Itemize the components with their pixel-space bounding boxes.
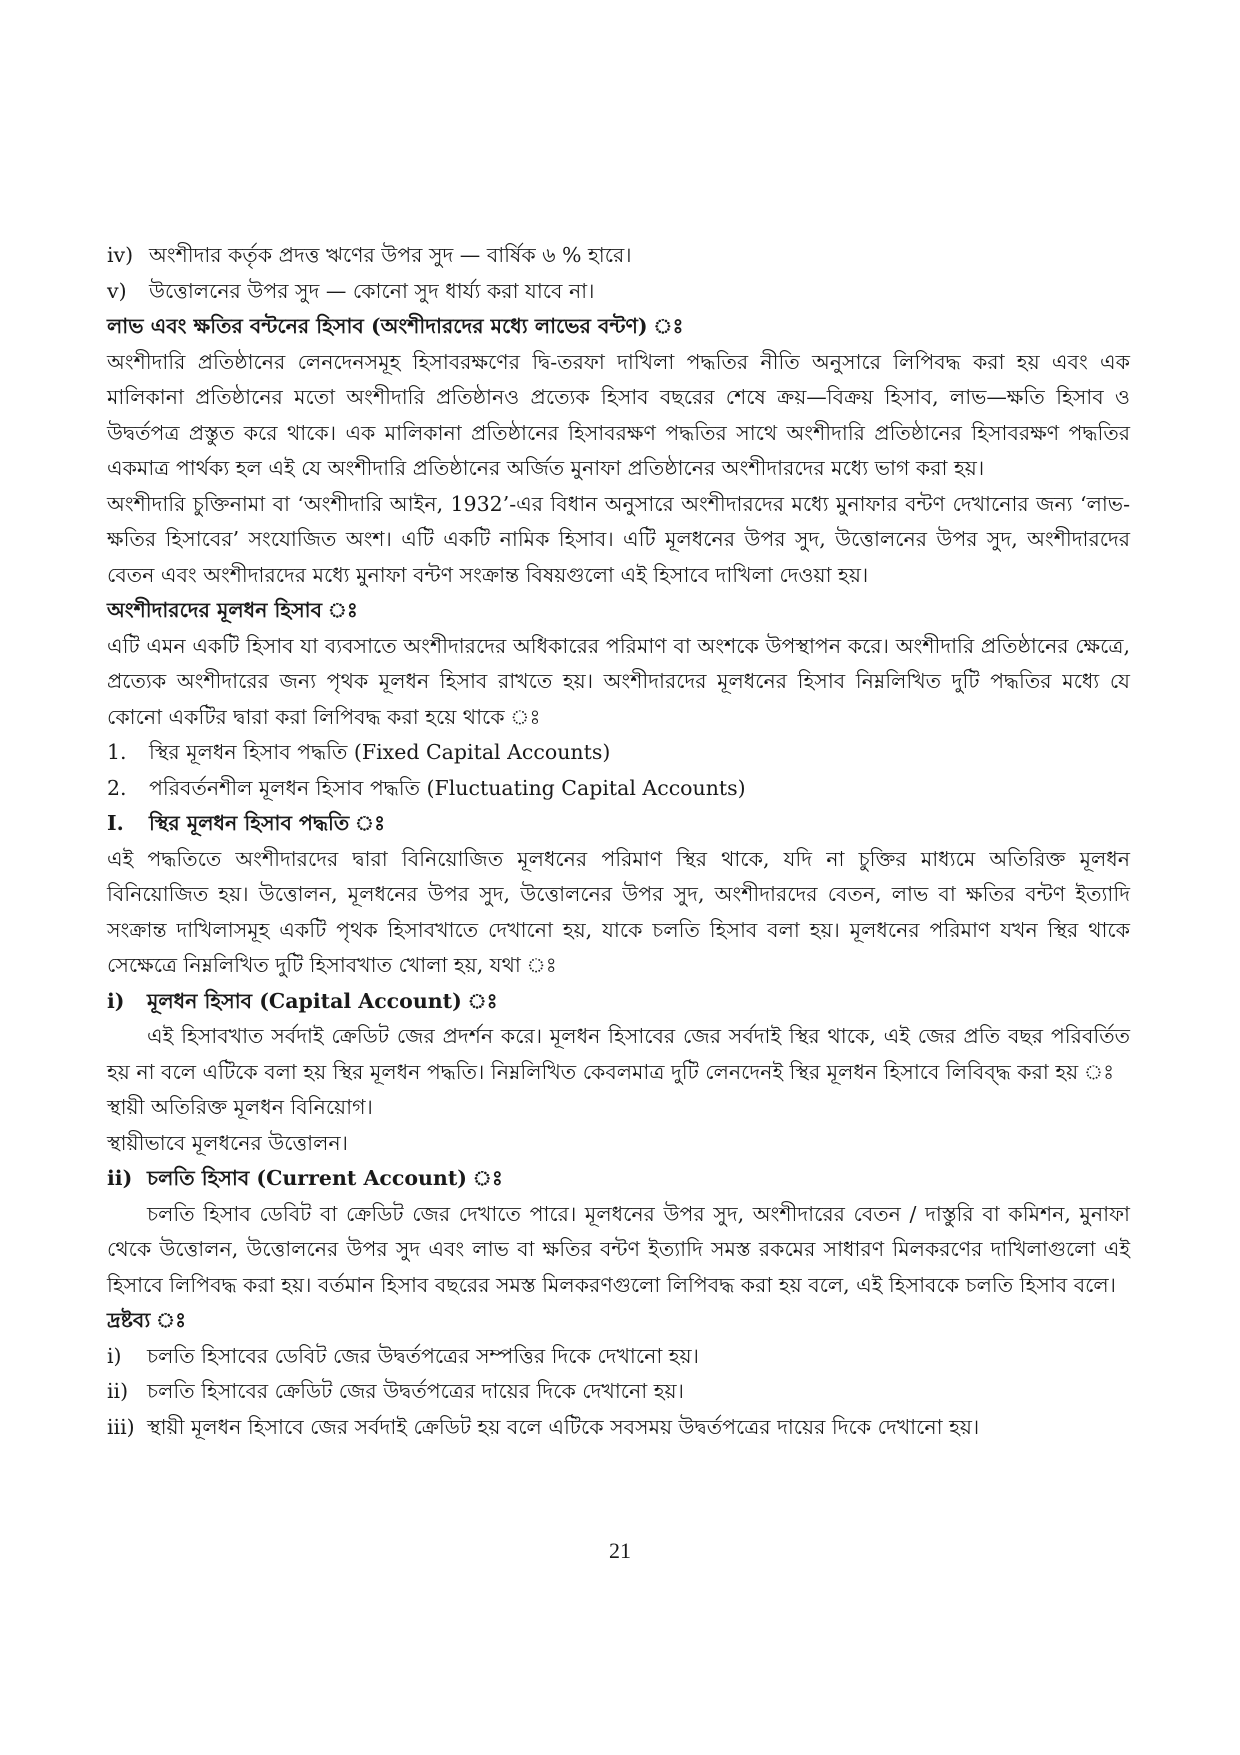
list-marker: 1. bbox=[107, 740, 127, 764]
paragraph-line: স্থায়ীভাবে মূলধনের উত্তোলন। bbox=[107, 1130, 348, 1155]
section-marker: i) bbox=[107, 988, 125, 1013]
section-heading-profit-loss: লাভ এবং ক্ষতির বন্টনের হিসাব (অংশীদারদের মধ্যে লাভের বন্টণ) ঃ bbox=[107, 314, 684, 338]
list-text: স্থায়ী মূলধন হিসাবে জের সর্বদাই ক্রেডিট হয় বলে এটিকে সবসময় উদ্বর্তপত্রের দায়ের দিকে দেখানো হয়। bbox=[147, 1414, 980, 1439]
paragraph: চলতি হিসাব ডেবিট বা ক্রেডিট জের দেখাতে পারে। মূলধনের উপর সুদ, অংশীদারের বেতন / দাস্তুরি বা কমিশন, মুনাফা থেকে উত্তোলন, উত্তোলনের উপর সুদ এবং লাভ বা ক্ষতির বন্টণ ইত্যাদি সমস্ত রকমের সাধারণ মিলকরণের দাখিলাগুলো এই হিসাবে লিপিবদ্ধ করা হয়। বর্তমান হিসাব বছরের সমস্ত মিলকরণগুলো লিপিবদ্ধ করা হয় বলে, এই হিসাবকে চলতি হিসাব বলে। bbox=[107, 1201, 1130, 1297]
list-text: অংশীদার কর্তৃক প্রদত্ত ঋণের উপর সুদ — বার্ষিক ৬ % হারে। bbox=[149, 243, 632, 267]
list-text: উত্তোলনের উপর সুদ — কোনো সুদ ধার্য্য করা যাবে না। bbox=[149, 278, 595, 303]
paragraph: এটি এমন একটি হিসাব যা ব্যবসাতে অংশীদারদের অধিকারের পরিমাণ বা অংশকে উপস্থাপন করে। অংশীদারি প্রতিষ্ঠানের ক্ষেত্রে, প্রত্যেক অংশীদারের জন্য পৃথক মূলধন হিসাব রাখতে হয়। অংশীদারদের মূলধনের হিসাব নিম্নলিখিত দুটি পদ্ধতির মধ্যে যে কোনো একটির দ্বারা করা লিপিবদ্ধ করা হয়ে থাকে ঃ bbox=[107, 633, 1130, 729]
list-marker: iii) bbox=[107, 1414, 135, 1439]
list-text: চলতি হিসাবের ডেবিট জের উদ্বর্তপত্রের সম্পত্তির দিকে দেখানো হয়। bbox=[147, 1343, 699, 1368]
list-item bbox=[107, 238, 1130, 274]
page-content bbox=[107, 238, 1130, 1445]
section-heading-capital-account: অংশীদারদের মূলধন হিসাব ঃ bbox=[107, 598, 358, 622]
list-item bbox=[107, 1410, 1130, 1446]
list-text: চলতি হিসাবের ক্রেডিট জের উদ্বর্তপত্রের দায়ের দিকে দেখানো হয়। bbox=[147, 1379, 684, 1403]
list-item bbox=[107, 1339, 1130, 1375]
notes-heading: দ্রষ্টব্য ঃ bbox=[107, 1308, 187, 1332]
section-title: চলতি হিসাব (Current Account) ঃ bbox=[147, 1166, 503, 1190]
list-item bbox=[107, 274, 1130, 310]
list-item bbox=[107, 771, 1130, 807]
paragraph: অংশীদারি প্রতিষ্ঠানের লেনদেনসমূহ হিসাবরক্ষণের দ্বি-তরফা দাখিলা পদ্ধতির নীতি অনুসারে লিপিবদ্ধ করা হয় এবং এক মালিকানা প্রতিষ্ঠানের মতো অংশীদারি প্রতিষ্ঠানও প্রত্যেক হিসাব বছরের শেষে ক্রয়—বিক্রয় হিসাব, লাভ—ক্ষতি হিসাব ও উদ্বর্তপত্র প্রস্তুত করে থাকে। এক মালিকানা প্রতিষ্ঠানের হিসাবরক্ষণ পদ্ধতির সাথে অংশীদারি প্রতিষ্ঠানের হিসাবরক্ষণ পদ্ধতির একমাত্র পার্থক্য হল এই যে অংশীদারি প্রতিষ্ঠানের অর্জিত মুনাফা প্রতিষ্ঠানের অংশীদারদের মধ্যে ভাগ করা হয়। bbox=[107, 349, 1130, 480]
paragraph-line: স্থায়ী অতিরিক্ত মূলধন বিনিয়োগ। bbox=[107, 1095, 373, 1119]
section-marker: I. bbox=[107, 811, 124, 835]
section-title: স্থির মূলধন হিসাব পদ্ধতি ঃ bbox=[149, 811, 386, 835]
list-marker: 2. bbox=[107, 775, 127, 800]
list-text: পরিবর্তনশীল মূলধন হিসাব পদ্ধতি (Fluctuating Capital Accounts) bbox=[149, 775, 746, 800]
list-text: স্থির মূলধন হিসাব পদ্ধতি (Fixed Capital Accounts) bbox=[149, 740, 611, 764]
page-number: 21 bbox=[609, 1538, 631, 1563]
list-item bbox=[107, 1374, 1130, 1410]
list-marker: i) bbox=[107, 1343, 122, 1368]
paragraph: এই হিসাবখাত সর্বদাই ক্রেডিট জের প্রদর্শন করে। মূলধন হিসাবের জের সর্বদাই স্থির থাকে, এই জের প্রতি বছর পরিবর্তিত হয় না বলে এটিকে বলা হয় স্থির মূলধন পদ্ধতি। নিম্নলিখিত কেবলমাত্র দুটি লেনদেনই স্থির মূলধন হিসাবে লিবিব্দ্ধ করা হয় ঃ bbox=[107, 1024, 1130, 1084]
paragraph: অংশীদারি চুক্তিনামা বা ‘অংশীদারি আইন, 1932’-এর বিধান অনুসারে অংশীদারদের মধ্যে মুনাফার বন্টণ দেখানোর জন্য ‘লাভ-ক্ষতির হিসাবের’ সংযোজিত অংশ। এটি একটি নামিক হিসাব। এটি মূলধনের উপর সুদ, উত্তোলনের উপর সুদ, অংশীদারদের বেতন এবং অংশীদারদের মধ্যে মুনাফা বন্টণ সংক্রান্ত বিষয়গুলো এই হিসাবে দাখিলা দেওয়া হয়। bbox=[107, 491, 1130, 587]
list-marker: v) bbox=[107, 278, 127, 303]
subsection-heading-current-account bbox=[107, 1161, 1130, 1197]
list-marker: iv) bbox=[107, 243, 134, 267]
section-title: মূলধন হিসাব (Capital Account) ঃ bbox=[147, 988, 498, 1013]
subsection-heading-capital-account bbox=[107, 984, 1130, 1020]
list-marker: ii) bbox=[107, 1379, 129, 1403]
section-marker: ii) bbox=[107, 1166, 133, 1190]
section-heading-fixed-capital bbox=[107, 806, 1130, 842]
paragraph: এই পদ্ধতিতে অংশীদারদের দ্বারা বিনিয়োজিত মূলধনের পরিমাণ স্থির থাকে, যদি না চুক্তির মাধ্যমে অতিরিক্ত মূলধন বিনিয়োজিত হয়। উত্তোলন, মূলধনের উপর সুদ, উত্তোলনের উপর সুদ, অংশীদারদের বেতন, লাভ বা ক্ষতির বন্টণ ইত্যাদি সংক্রান্ত দাখিলাসমূহ একটি পৃথক হিসাবখাতে দেখানো হয়, যাকে চলতি হিসাব বলা হয়। মূলধনের পরিমাণ যখন স্থির থাকে সেক্ষেত্রে নিম্নলিখিত দুটি হিসাবখাত খোলা হয়, যথা ঃ bbox=[107, 846, 1130, 977]
list-item bbox=[107, 735, 1130, 771]
